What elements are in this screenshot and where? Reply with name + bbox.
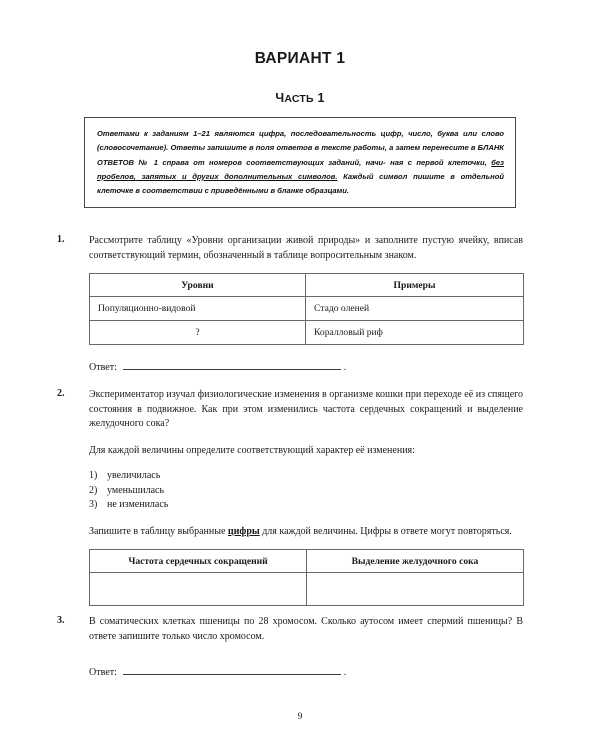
list-item bbox=[89, 469, 523, 484]
instruction-line-4-plain: ная с первой клеточки, bbox=[390, 157, 492, 167]
instruction-line-1: Ответами к заданиям 1–21 являются цифра, последовательность цифр, число, буква bbox=[97, 129, 459, 138]
table-header-cell: Уровни bbox=[90, 274, 306, 297]
note-part-1: Запишите в таблицу выбранные bbox=[89, 525, 228, 537]
question-1-table bbox=[89, 273, 524, 345]
instruction-line-3: перенесите в БЛАНК ОТВЕТОВ № 1 справа от номеров соответствующих заданий, начи- bbox=[97, 143, 504, 167]
option-marker: 2) bbox=[89, 484, 98, 496]
question-1-number: 1. bbox=[57, 234, 65, 245]
page-title: ВАРИАНТ 1 bbox=[254, 50, 346, 67]
option-label: увеличилась bbox=[107, 470, 161, 481]
answer-label: Ответ: bbox=[89, 362, 117, 373]
part-title-rest: АСТЬ bbox=[284, 93, 314, 105]
instruction-box bbox=[84, 117, 516, 208]
question-3-body bbox=[89, 615, 523, 678]
answer-cell[interactable] bbox=[307, 573, 524, 606]
table-cell-unknown: ? bbox=[90, 321, 306, 345]
question-1 bbox=[57, 234, 523, 373]
question-2 bbox=[57, 388, 523, 606]
option-marker: 3) bbox=[89, 499, 98, 510]
question-1-body bbox=[89, 234, 523, 373]
part-title bbox=[0, 91, 600, 105]
instruction-text bbox=[97, 127, 504, 198]
answer-period: . bbox=[343, 667, 347, 678]
question-2-table bbox=[89, 549, 524, 606]
part-title-number: 1 bbox=[313, 91, 325, 105]
instruction-line-4-underlined: без пробелов, запятых и других дополнительных символов. bbox=[97, 157, 504, 181]
question-3 bbox=[57, 615, 523, 678]
option-label: уменьшилась bbox=[107, 484, 165, 496]
question-1-text: Рассмотрите таблицу «Уровни организации живой природы» и заполните пустую ячейку, вписав соответствующий термин, обозначенный в таблице вопросительным знаком. bbox=[89, 235, 523, 261]
answer-cell[interactable] bbox=[90, 573, 307, 606]
note-emphasis: цифры bbox=[227, 525, 260, 537]
instruction-line-6: образцами. bbox=[305, 186, 349, 196]
question-2-body bbox=[89, 388, 523, 606]
table-header-cell: Выделение желудочного сока bbox=[307, 550, 524, 573]
instruction-line-5: Каждый символ пишите в отдельной клеточке в соответствии с приведёнными в бланке bbox=[97, 171, 504, 196]
question-3-answer-row bbox=[89, 664, 523, 678]
table-row bbox=[90, 321, 524, 345]
table-header-row bbox=[90, 274, 524, 297]
list-item bbox=[89, 498, 523, 513]
table-row bbox=[90, 297, 524, 321]
question-2-option-list bbox=[89, 469, 523, 513]
question-2-note bbox=[89, 525, 523, 540]
question-3-number: 3. bbox=[57, 615, 65, 626]
page-number: 9 bbox=[297, 712, 303, 722]
part-title-prefix: Ч bbox=[275, 91, 285, 105]
table-cell: Стадо оленей bbox=[306, 297, 524, 321]
answer-label: Ответ: bbox=[89, 667, 117, 678]
answer-input-line[interactable] bbox=[123, 359, 341, 370]
table-header-row bbox=[90, 550, 524, 573]
instruction-line-2: или слово (словосочетание). Ответы запишите в поля ответов в тексте работы, а затем bbox=[97, 129, 504, 153]
answer-period: . bbox=[343, 362, 347, 373]
note-part-2: для каждой величины. Цифры в ответе могут повторяться. bbox=[259, 525, 512, 537]
answer-input-line[interactable] bbox=[123, 664, 341, 675]
list-item bbox=[89, 484, 523, 499]
table-header-cell: Примеры bbox=[306, 274, 524, 297]
question-2-prompt: Для каждой величины определите соответствующий характер её изменения: bbox=[89, 444, 415, 456]
table-header-cell: Частота сердечных сокращений bbox=[90, 550, 307, 573]
option-marker: 1) bbox=[89, 470, 98, 481]
question-3-text: В соматических клетках пшеницы по 28 хромосом. Сколько аутосом имеет спермий пшеницы? В ответе запишите только число хромосом. bbox=[89, 616, 523, 642]
question-2-number: 2. bbox=[57, 388, 65, 399]
table-cell: Коралловый риф bbox=[306, 321, 524, 345]
table-cell: Популяционно-видовой bbox=[90, 297, 306, 321]
question-1-answer-row bbox=[89, 359, 523, 373]
option-label: не изменилась bbox=[107, 499, 169, 510]
table-row bbox=[90, 573, 524, 606]
question-2-text: Экспериментатор изучал физиологические изменения в организме кошки при переходе её из спящего состояния в подвижное. Как при этом изменились частота сердечных сокращений и выделение желудочного сока? bbox=[89, 389, 523, 429]
